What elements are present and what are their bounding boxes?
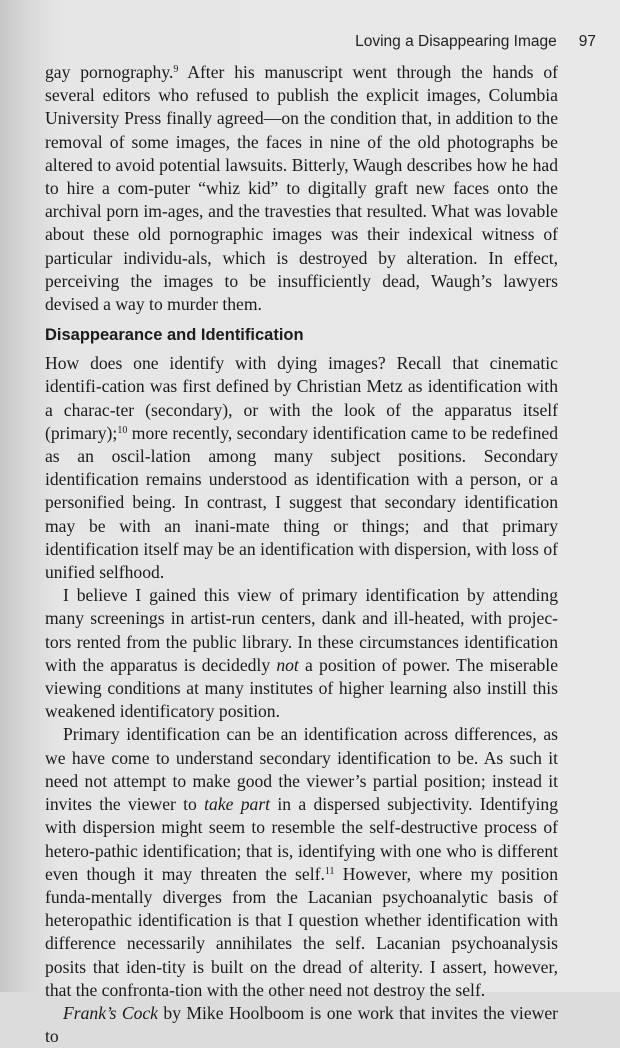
paragraph: I believe I gained this view of primary identification by attending many screenings in artist-run centers, dank and ill-heated, with projec-tors rented from the public library. In these circumstances identification with the apparatus is decidedly not a position of power. The miserable viewing conditions at many institutes of higher learning also instill this weakened identificatory position. [45,585,559,722]
footnote-ref: 9 [173,64,179,75]
footnote-ref: 10 [117,424,128,436]
running-head [355,33,596,51]
footnote-ref: 11 [324,865,335,877]
page-number: 97 [578,33,596,50]
running-title: Loving a Disappearing Image [355,33,557,50]
paragraph: Frank’s Cock by Mike Hoolboom is one work that invites the viewer to [45,1002,559,1047]
paragraph: How does one identify with dying images? Recall that cinematic identifi-cation was first defined by Christian Metz as identification with a charac-ter (secondary), or with the look of the apparatus itself (primary);$^{10}$ more recently, secondary identification came to be redefined as an oscil-lation among many subject positions. Secondary identification remains understood as identification with a person, or a personified being. In contrast, I suggest that secondary identification may be with an inani-mate thing or things; and that primary identification itself may be an identification with dispersion, with loss of unified selfhood. [45,353,558,583]
page-body [45,61,558,1048]
section-heading: Disappearance and Identification [45,326,304,345]
paragraph: Primary identification can be an identification across differences, as we have come to understand secondary identification to be. As such it need not attempt to make good the viewer’s partial position; instead it invites the viewer to take part in a dispersed subjectivity. Identifying with dispersion might seem to resemble the self-destructive process of hetero-pathic identification; that is, identifying with one who is different even though it may threaten the self.$^{11}$ However, where my position funda-mentally diverges from the Lacanian psychoanalytic basis of heteropathic identification is that I question whether identification with difference necessarily annihilates the self. Lacanian psychoanalysis posits that iden-tity is built on the dread of alterity. I assert, however, that the confronta-tion with the other need not destroy the self. [45,724,559,1000]
paragraph-continued: gay pornography.$^9$ After his manuscript went through the hands of several editors who refused to publish the explicit images, Columbia University Press finally agreed—on the condition that, in addition to the removal of some images, the faces in nine of the old photographs be altered to avoid potential lawsuits. Bitterly, Waugh describes how he had to hire a com-puter “whiz kid” to digitally graft new faces onto the archival porn im-ages, and the travesties that resulted. What was lovable about these old pornographic images was their indexical witness of particular individu-als, which is destroyed by alteration. In effect, perceiving the images to be insufficiently dead, Waugh’s lawyers devised a way to murder them. [45,62,558,315]
